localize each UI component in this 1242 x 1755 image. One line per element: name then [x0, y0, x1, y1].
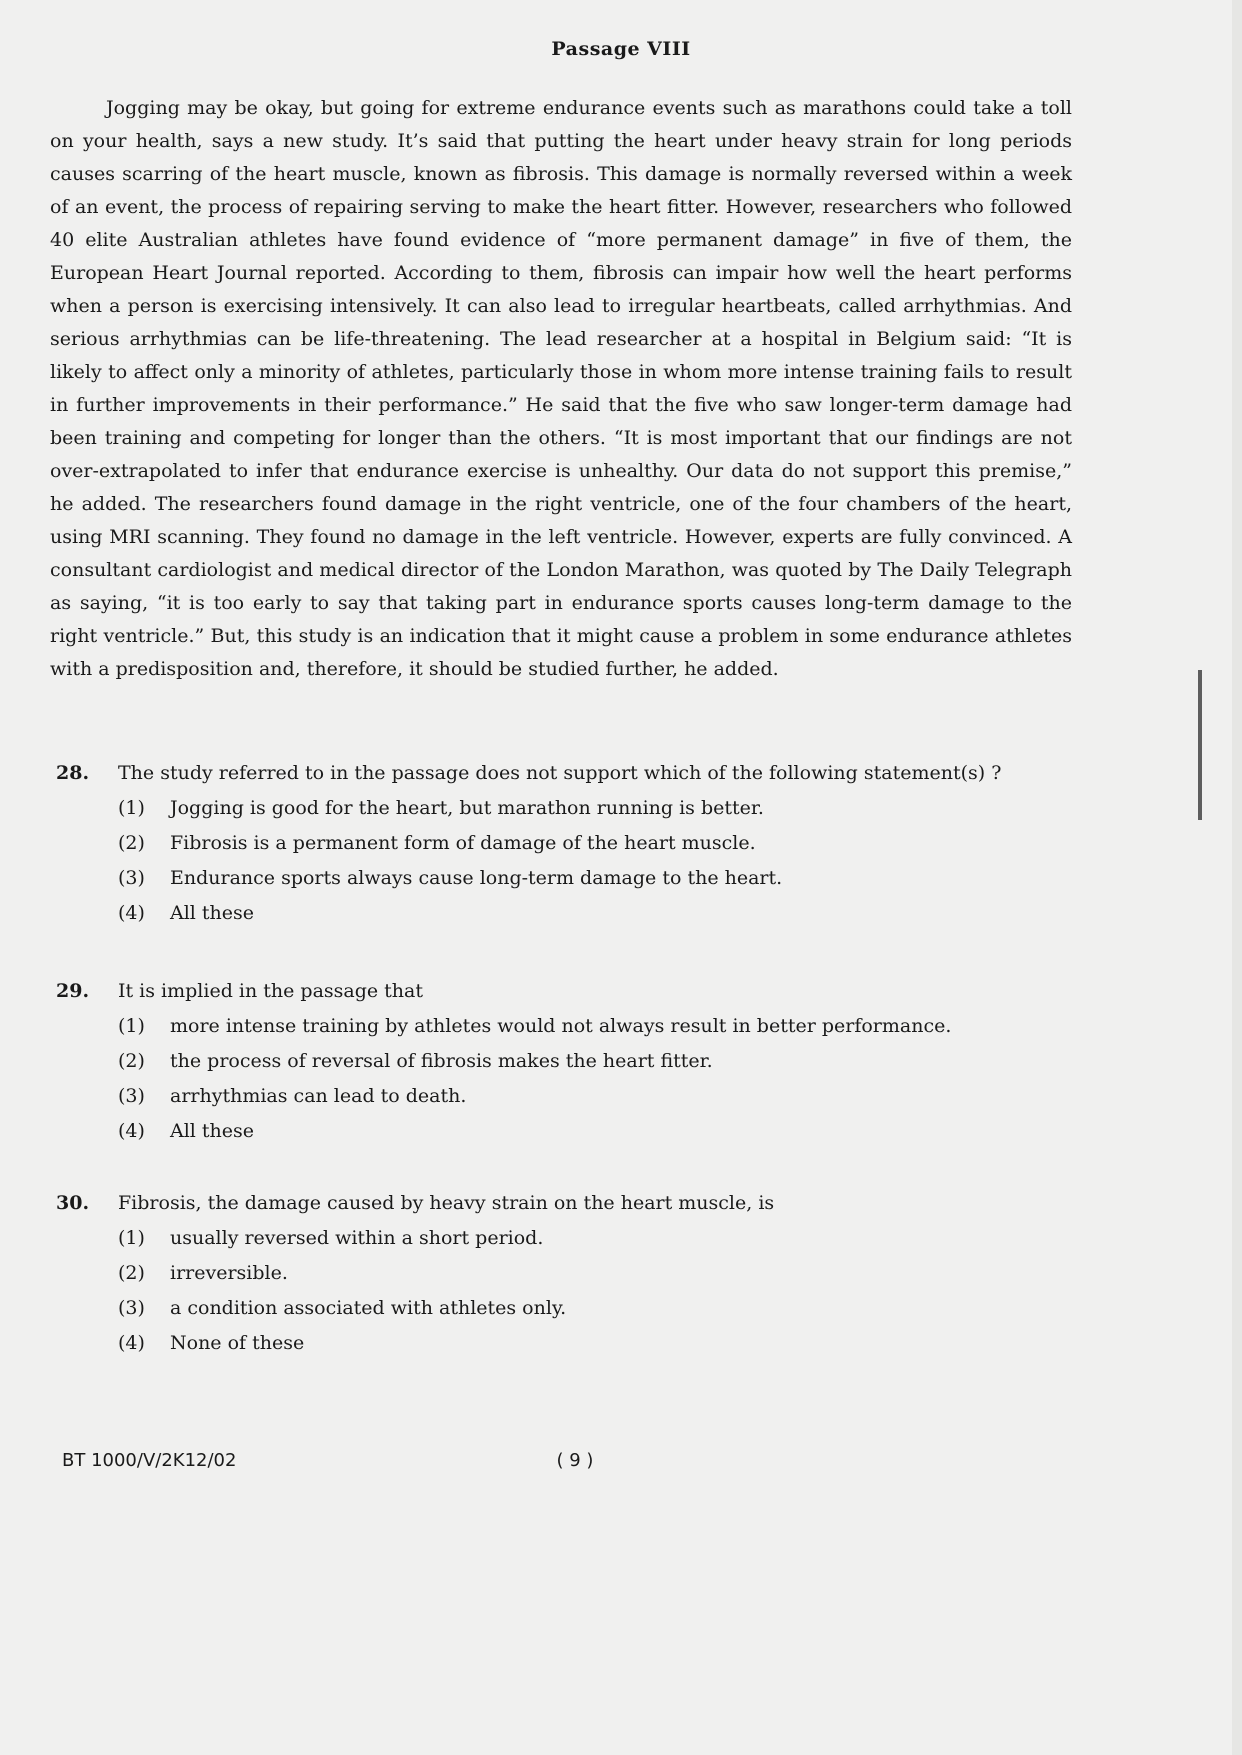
question-stem: Fibrosis, the damage caused by heavy strain on the heart muscle, is: [118, 1192, 775, 1214]
option-number: (4): [118, 1120, 145, 1142]
option-text: All these: [170, 902, 255, 924]
option-number: (4): [118, 902, 145, 924]
question-number: 29.: [56, 980, 90, 1002]
option-number: (3): [118, 1085, 145, 1107]
page-number: ( 9 ): [556, 1450, 594, 1471]
option-number: (1): [118, 1227, 145, 1249]
option-list: [56, 797, 1066, 924]
option-text: Fibrosis is a permanent form of damage of the heart muscle.: [170, 832, 756, 854]
option-text: arrhythmias can lead to death.: [170, 1085, 467, 1107]
option-item: [56, 1332, 1066, 1354]
option-number: (1): [118, 797, 145, 819]
option-text: usually reversed within a short period.: [170, 1227, 544, 1249]
option-list: [56, 1015, 1066, 1142]
option-list: [56, 1227, 1066, 1354]
option-item: [56, 1297, 1066, 1319]
question-29: [56, 980, 1066, 1142]
passage-text: Jogging may be okay, but going for extreme endurance events such as marathons could take a toll on your health, says a new study. It’s said that putting the heart under heavy strain for long periods causes scarring of the heart muscle, known as fibrosis. This damage is normally reversed within a week of an event, the process of repairing serving to make the heart fitter. However, researchers who followed 40 elite Australian athletes have found evidence of “more permanent damage” in five of them, the European Heart Journal reported. According to them, fibrosis can impair how well the heart performs when a person is exercising intensively. It can also lead to irregular heartbeats, called arrhythmias. And serious arrhythmias can be life-threatening. The lead researcher at a hospital in Belgium said: “It is likely to affect only a minority of athletes, particularly those in whom more intense training fails to result in further improvements in their performance.” He said that the five who saw longer-term damage had been training and competing for longer than the others. “It is most important that our findings are not over-extrapolated to infer that endurance exercise is unhealthy. Our data do not support this premise,” he added. The researchers found damage in the right ventricle, one of the four chambers of the heart, using MRI scanning. They found no damage in the left ventricle. However, experts are fully convinced. A consultant cardiologist and medical director of the London Marathon, was quoted by The Daily Telegraph as saying, “it is too early to say that taking part in endurance sports causes long-term damage to the right ventricle.” But, this study is an indication that it might cause a problem in some endurance athletes with a predisposition and, therefore, it should be studied further, he added.: [50, 97, 1072, 680]
option-text: Endurance sports always cause long-term damage to the heart.: [170, 867, 783, 889]
option-text: the process of reversal of fibrosis makes the heart fitter.: [170, 1050, 713, 1072]
option-item: [56, 1050, 1066, 1072]
option-number: (3): [118, 867, 145, 889]
option-item: [56, 867, 1066, 889]
option-item: [56, 1120, 1066, 1142]
option-number: (4): [118, 1332, 145, 1354]
scan-artifact-mark: [1198, 670, 1202, 820]
option-text: Jogging is good for the heart, but marathon running is better.: [170, 797, 764, 819]
option-text: irreversible.: [170, 1262, 288, 1284]
option-number: (2): [118, 1050, 145, 1072]
question-30: [56, 1192, 1066, 1354]
option-text: All these: [170, 1120, 255, 1142]
option-item: [56, 902, 1066, 924]
question-stem: The study referred to in the passage does not support which of the following statement(s) ?: [118, 762, 1002, 784]
booklet-code: BT 1000/V/2K12/02: [62, 1450, 237, 1471]
option-item: [56, 832, 1066, 854]
option-number: (2): [118, 832, 145, 854]
option-number: (3): [118, 1297, 145, 1319]
option-item: [56, 1085, 1066, 1107]
option-text: more intense training by athletes would not always result in better performance.: [170, 1015, 952, 1037]
option-number: (2): [118, 1262, 145, 1284]
option-item: [56, 797, 1066, 819]
option-item: [56, 1227, 1066, 1249]
option-text: a condition associated with athletes only.: [170, 1297, 567, 1319]
option-text: None of these: [170, 1332, 305, 1354]
option-number: (1): [118, 1015, 145, 1037]
option-item: [56, 1262, 1066, 1284]
question-number: 30.: [56, 1192, 90, 1214]
question-stem: It is implied in the passage that: [118, 980, 424, 1002]
question-number: 28.: [56, 762, 90, 784]
question-28: [56, 762, 1066, 924]
option-item: [56, 1015, 1066, 1037]
passage-title: Passage VIII: [551, 38, 691, 60]
